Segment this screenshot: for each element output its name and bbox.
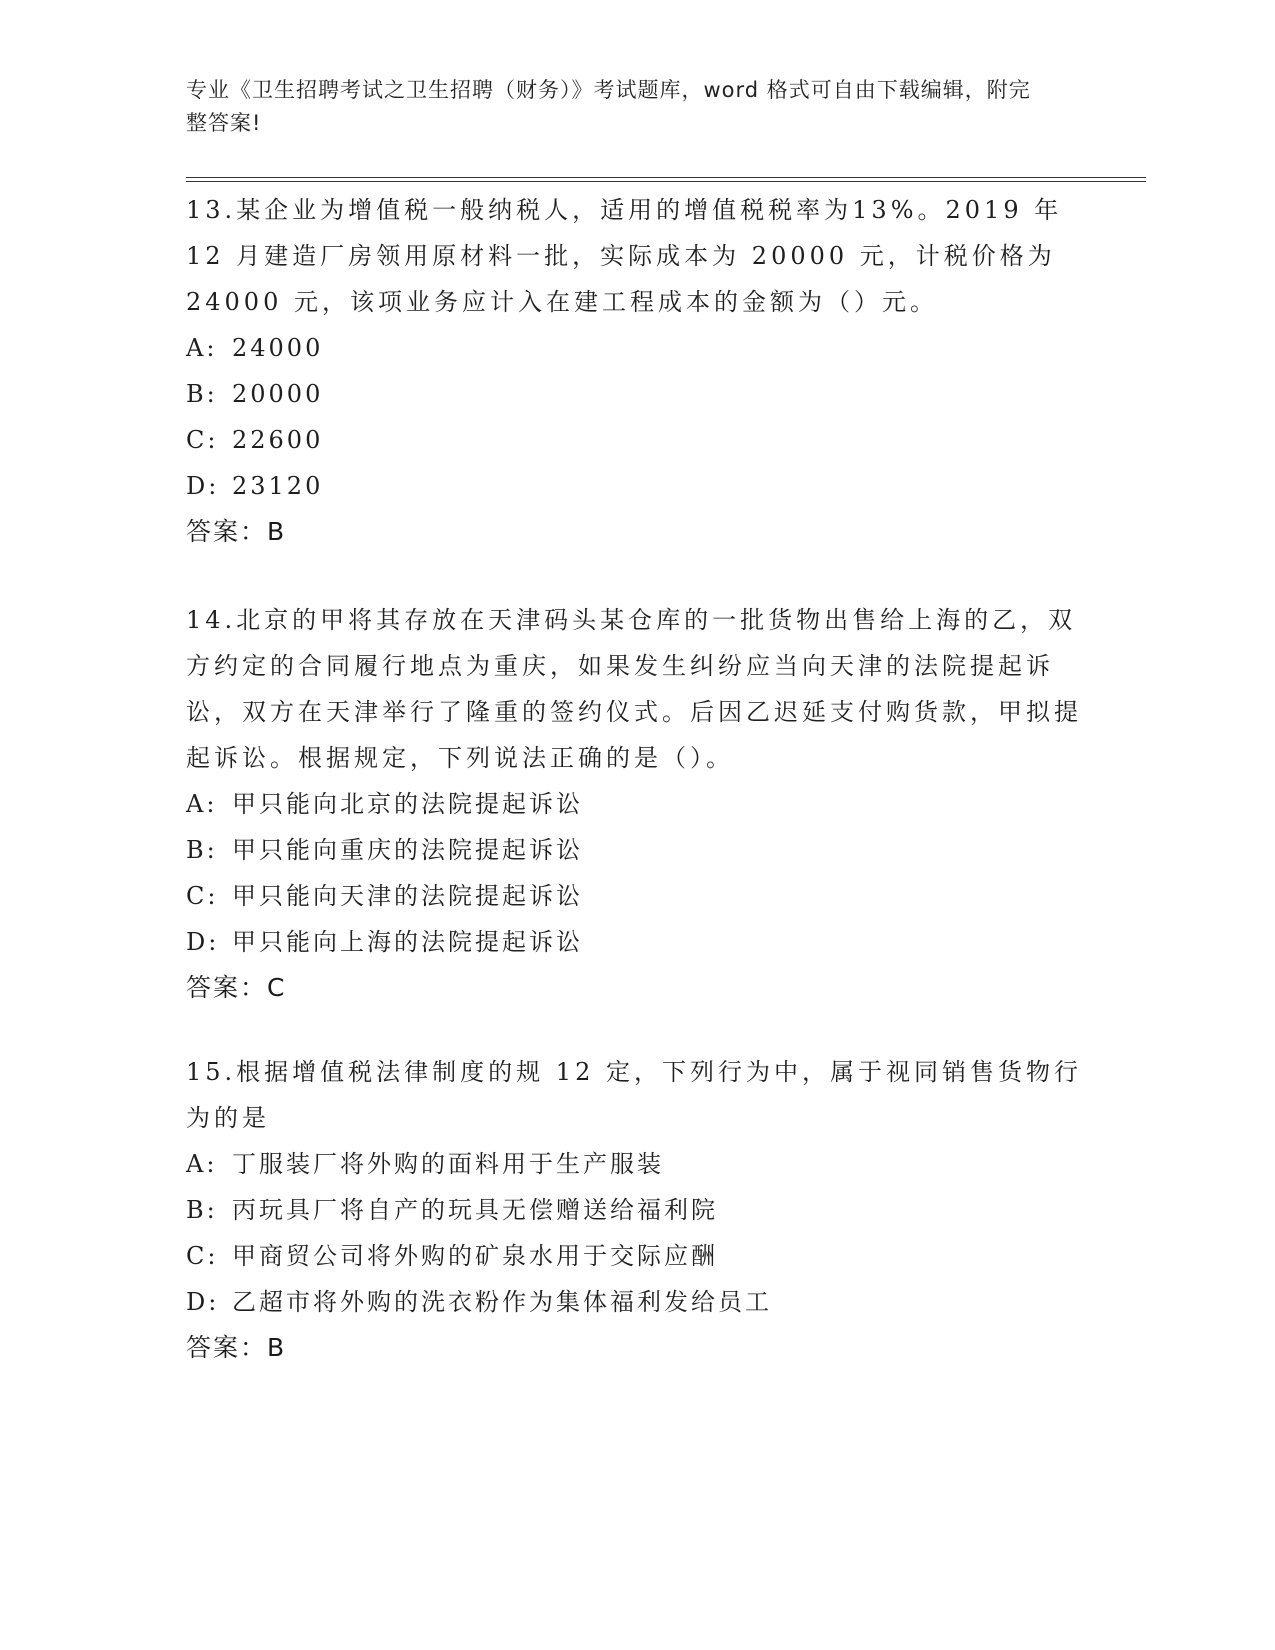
header-rule-bottom [186, 181, 1146, 182]
option-letter: A: [186, 334, 218, 362]
option-d [186, 919, 1086, 965]
option-letter: D: [186, 928, 220, 956]
answer-line: 答案：B [186, 517, 287, 546]
option-text: 甲只能向重庆的法院提起诉讼 [232, 836, 583, 864]
option-c [186, 1233, 1086, 1279]
option-text: 甲只能向天津的法院提起诉讼 [232, 882, 583, 910]
option-text: 24000 [232, 334, 324, 362]
answer-line: 答案：B [186, 1333, 287, 1362]
question-stem: 14.北京的甲将其存放在天津码头某仓库的一批货物出售给上海的乙，双方约定的合同履行地点为重庆，如果发生纠纷应当向天津的法院提起诉讼，双方在天津举行了隆重的签约仪式。后因乙迟延支付购货款，甲拟提起诉讼。根据规定，下列说法正确的是（）。 [186, 606, 1082, 772]
question-14 [186, 597, 1086, 1011]
option-text: 甲只能向上海的法院提起诉讼 [232, 928, 583, 956]
option-text: 丙玩具厂将自产的玩具无偿赠送给福利院 [232, 1196, 718, 1224]
option-d [186, 463, 1086, 509]
question-stem: 13.某企业为增值税一般纳税人，适用的增值税税率为13%。2019 年 12 月建造厂房领用原材料一批，实际成本为 20000 元，计税价格为 24000 元，该项业务应计入在建工程成本的金额为（）元。 [186, 196, 1063, 316]
option-d [186, 1279, 1086, 1325]
option-letter: B: [186, 836, 218, 864]
option-letter: D: [186, 1288, 220, 1316]
document-page [186, 0, 1146, 1650]
answer-line: 答案：C [186, 973, 287, 1002]
option-text: 甲商贸公司将外购的矿泉水用于交际应酬 [232, 1242, 718, 1270]
option-letter: C: [186, 1242, 219, 1270]
option-letter: B: [186, 380, 218, 408]
question-15 [186, 1049, 1086, 1371]
option-letter: C: [186, 882, 219, 910]
option-b [186, 1187, 1086, 1233]
option-a [186, 325, 1086, 371]
option-c [186, 873, 1086, 919]
header-rule-top [186, 177, 1146, 178]
option-b [186, 371, 1086, 417]
option-b [186, 827, 1086, 873]
question-stem: 15.根据增值税法律制度的规 12 定，下列行为中，属于视同销售货物行为的是 [186, 1058, 1082, 1132]
option-letter: D: [186, 472, 220, 500]
option-text: 甲只能向北京的法院提起诉讼 [232, 790, 583, 818]
option-text: 乙超市将外购的洗衣粉作为集体福利发给员工 [232, 1288, 772, 1316]
question-13 [186, 187, 1086, 555]
document-header: 专业《卫生招聘考试之卫生招聘（财务）》考试题库，word 格式可自由下载编辑，附完整答案! [186, 78, 1031, 135]
option-text: 20000 [232, 380, 324, 408]
option-a [186, 781, 1086, 827]
option-letter: C: [186, 426, 219, 454]
option-letter: A: [186, 1150, 218, 1178]
option-text: 22600 [232, 426, 324, 454]
option-a [186, 1141, 1086, 1187]
option-c [186, 417, 1086, 463]
option-letter: A: [186, 790, 218, 818]
option-letter: B: [186, 1196, 218, 1224]
option-text: 丁服装厂将外购的面料用于生产服装 [232, 1150, 664, 1178]
option-text: 23120 [232, 472, 324, 500]
